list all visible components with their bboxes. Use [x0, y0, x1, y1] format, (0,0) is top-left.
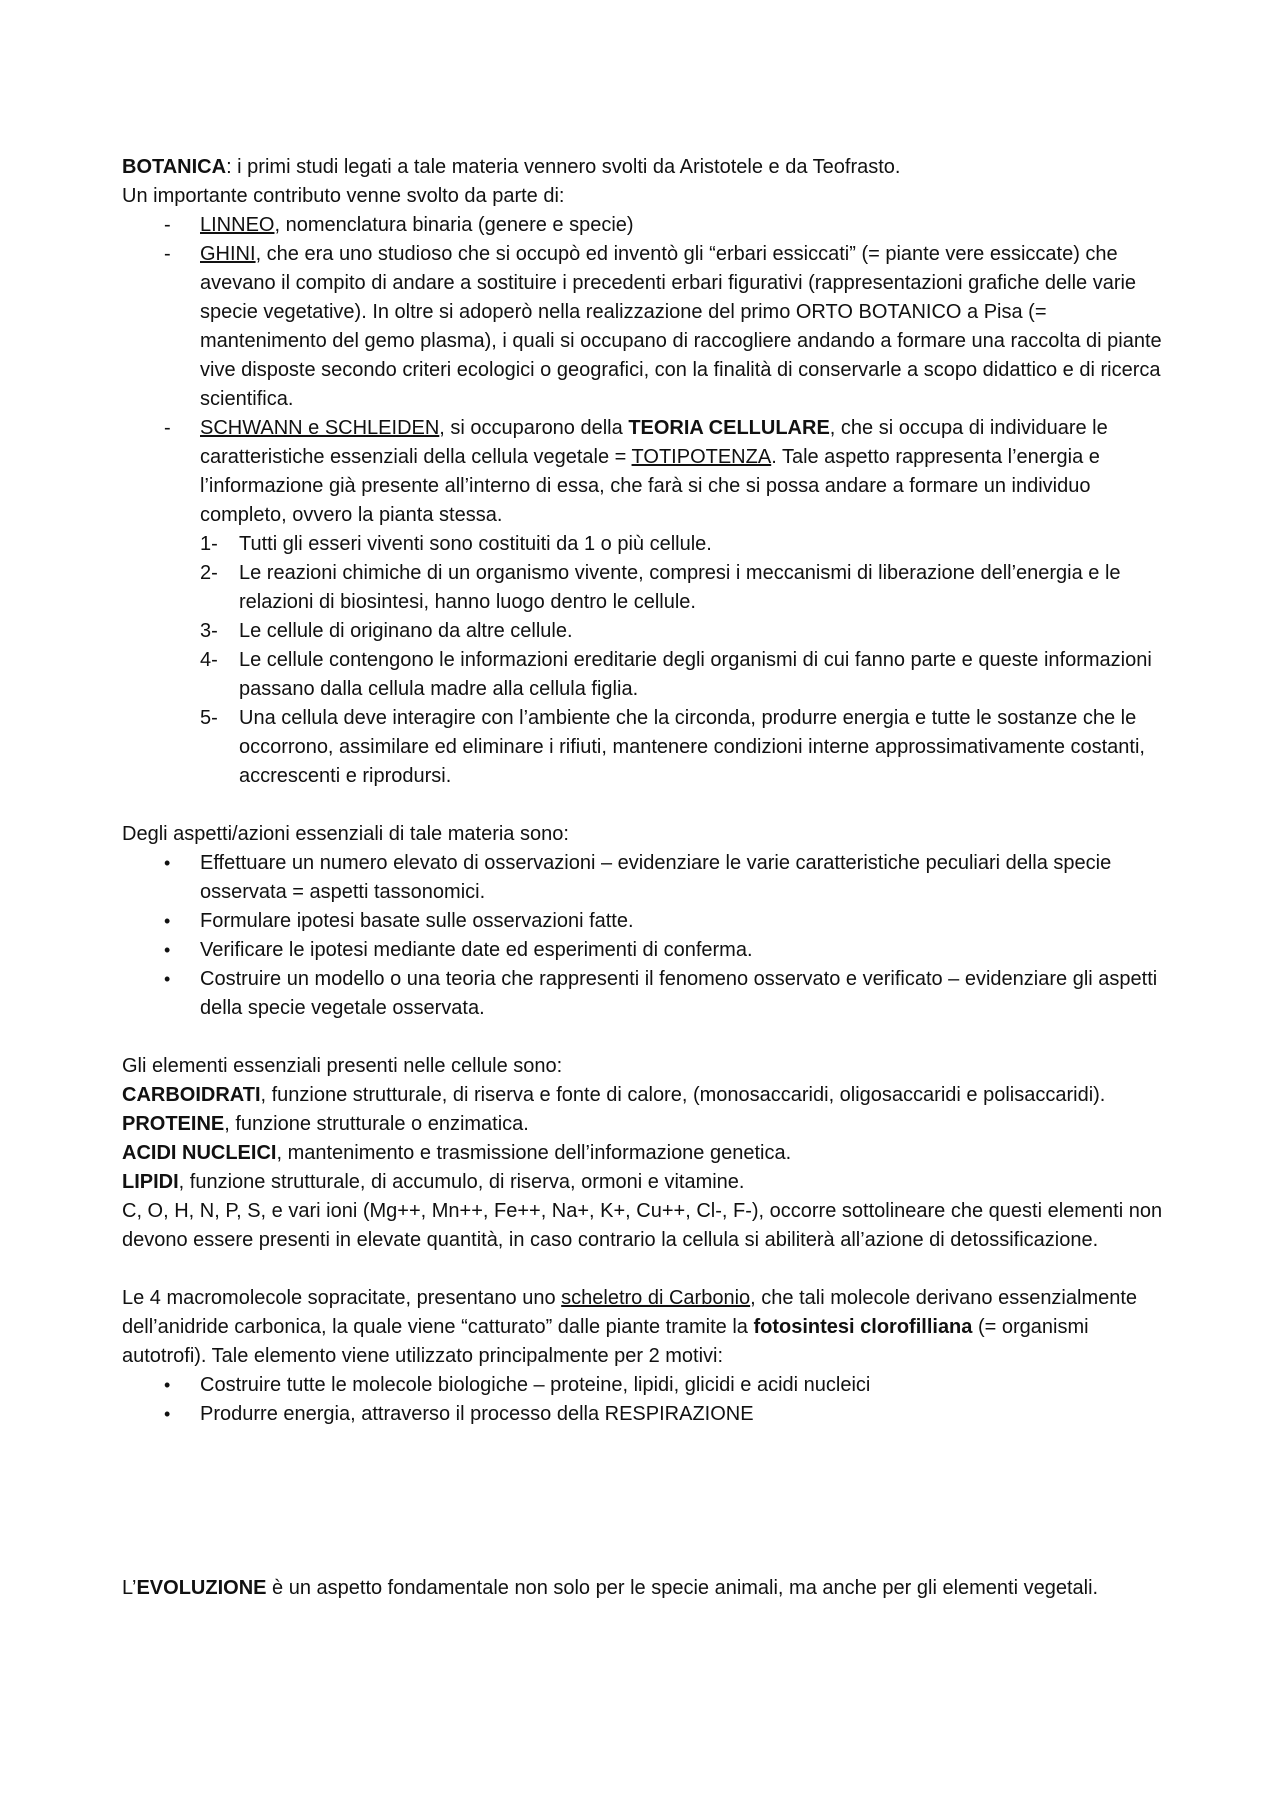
spacer	[122, 1429, 1172, 1574]
spacer	[122, 791, 1172, 820]
contributors-list	[122, 211, 1172, 530]
list-item: 3- Le cellule di originano da altre cellule.	[200, 620, 573, 642]
list-item: 5- Una cellula deve interagire con l’ambiente che la circonda, produrre energia e tutte le sostanze che le occorrono, assimilare ed eliminare i rifiuti, mantenere condizioni interne approssimativamente costanti, accrescenti e riprodursi.	[200, 707, 1145, 787]
evoluzione-paragraph: L’EVOLUZIONE è un aspetto fondamentale non solo per le specie animali, ma anche per gli elementi vegetali.	[122, 1577, 1099, 1599]
proteine-line: PROTEINE, funzione strutturale o enzimatica.	[122, 1113, 529, 1135]
botanica-intro: BOTANICA: i primi studi legati a tale materia vennero svolti da Aristotele e da Teofrasto.	[122, 156, 901, 178]
carboidrati-line: CARBOIDRATI, funzione strutturale, di riserva e fonte di calore, (monosaccaridi, oligosaccaridi e polisaccaridi).	[122, 1084, 1106, 1106]
bullet-marker: •	[164, 940, 171, 960]
lipidi-line: LIPIDI, funzione strutturale, di accumulo, di riserva, ormoni e vitamine.	[122, 1171, 745, 1193]
list-item: • Costruire un modello o una teoria che rappresenti il fenomeno osservato e verificato – evidenziare gli aspetti della specie vegetale osservata.	[122, 965, 1172, 1023]
bullet-marker: •	[164, 853, 171, 873]
botanica-heading: BOTANICA	[122, 156, 227, 178]
list-item: • Costruire tutte le molecole biologiche – proteine, lipidi, glicidi e acidi nucleici	[122, 1371, 1172, 1400]
list-item: • Verificare le ipotesi mediante date ed esperimenti di conferma.	[122, 936, 1172, 965]
list-item: • Produrre energia, attraverso il processo della RESPIRAZIONE	[122, 1400, 1172, 1429]
list-item-linneo: - LINNEO, nomenclatura binaria (genere e specie)	[122, 211, 1172, 240]
dash-marker: -	[164, 243, 171, 265]
ioni-paragraph: C, O, H, N, P, S, e vari ioni (Mg++, Mn++, Fe++, Na+, K+, Cu++, Cl-, F-), occorre sottolineare che questi elementi non devono essere presenti in elevate quantità, in caso contrario la cellula si abiliterà all’azione di detossificazione.	[122, 1200, 1163, 1251]
document-body	[122, 153, 1172, 1603]
spacer	[122, 1255, 1172, 1284]
dash-marker: -	[164, 417, 171, 439]
aspetti-list	[122, 849, 1172, 1023]
spacer	[122, 1023, 1172, 1052]
bullet-marker: •	[164, 1404, 171, 1424]
acidi-line: ACIDI NUCLEICI, mantenimento e trasmissione dell’informazione genetica.	[122, 1142, 792, 1164]
contrib-line: Un importante contributo venne svolto da parte di:	[122, 185, 565, 207]
list-item: 1- Tutti gli esseri viventi sono costituiti da 1 o più cellule.	[200, 533, 712, 555]
macro-paragraph: Le 4 macromolecole sopracitate, presentano uno scheletro di Carbonio, che tali molecole derivano essenzialmente dell’anidride carbonica, la quale viene “catturato” dalle piante tramite la fotosintesi clorofilliana (= organismi autotrofi). Tale elemento viene utilizzato principalmente per 2 motivi:	[122, 1287, 1138, 1367]
macro-list	[122, 1371, 1172, 1429]
list-item-schwann: - SCHWANN e SCHLEIDEN, si occuparono della TEORIA CELLULARE, che si occupa di individuare le caratteristiche essenziali della cellula vegetale = TOTIPOTENZA. Tale aspetto rappresenta l’energia e l’informazione già presente all’interno di essa, che farà si che si possa andare a formare un individuo completo, ovvero la pianta stessa.	[122, 414, 1172, 530]
list-item: • Formulare ipotesi basate sulle osservazioni fatte.	[122, 907, 1172, 936]
bullet-marker: •	[164, 911, 171, 931]
dash-marker: -	[164, 214, 171, 236]
list-item: 4- Le cellule contengono le informazioni ereditarie degli organismi di cui fanno parte e queste informazioni passano dalla cellula madre alla cellula figlia.	[200, 649, 1152, 700]
bullet-marker: •	[164, 969, 171, 989]
list-item: 2- Le reazioni chimiche di un organismo vivente, compresi i meccanismi di liberazione dell’energia e le relazioni di biosintesi, hanno luogo dentro le cellule.	[200, 562, 1121, 613]
bullet-marker: •	[164, 1375, 171, 1395]
cell-theory-list	[122, 530, 1172, 791]
elementi-intro: Gli elementi essenziali presenti nelle cellule sono:	[122, 1055, 563, 1077]
aspetti-intro: Degli aspetti/azioni essenziali di tale materia sono:	[122, 823, 569, 845]
list-item: • Effettuare un numero elevato di osservazioni – evidenziare le varie caratteristiche peculiari della specie osservata = aspetti tassonomici.	[122, 849, 1172, 907]
list-item-ghini: - GHINI, che era uno studioso che si occupò ed inventò gli “erbari essiccati” (= piante vere essiccate) che avevano il compito di andare a sostituire i precedenti erbari figurativi (rappresentazioni grafiche delle varie specie vegetative). In oltre si adoperò nella realizzazione del primo ORTO BOTANICO a Pisa (= mantenimento del gemo plasma), i quali si occupano di raccogliere andando a formare una raccolta di piante vive disposte secondo criteri ecologici o geografici, con la finalità di conservarle a scopo didattico e di ricerca scientifica.	[122, 240, 1172, 414]
